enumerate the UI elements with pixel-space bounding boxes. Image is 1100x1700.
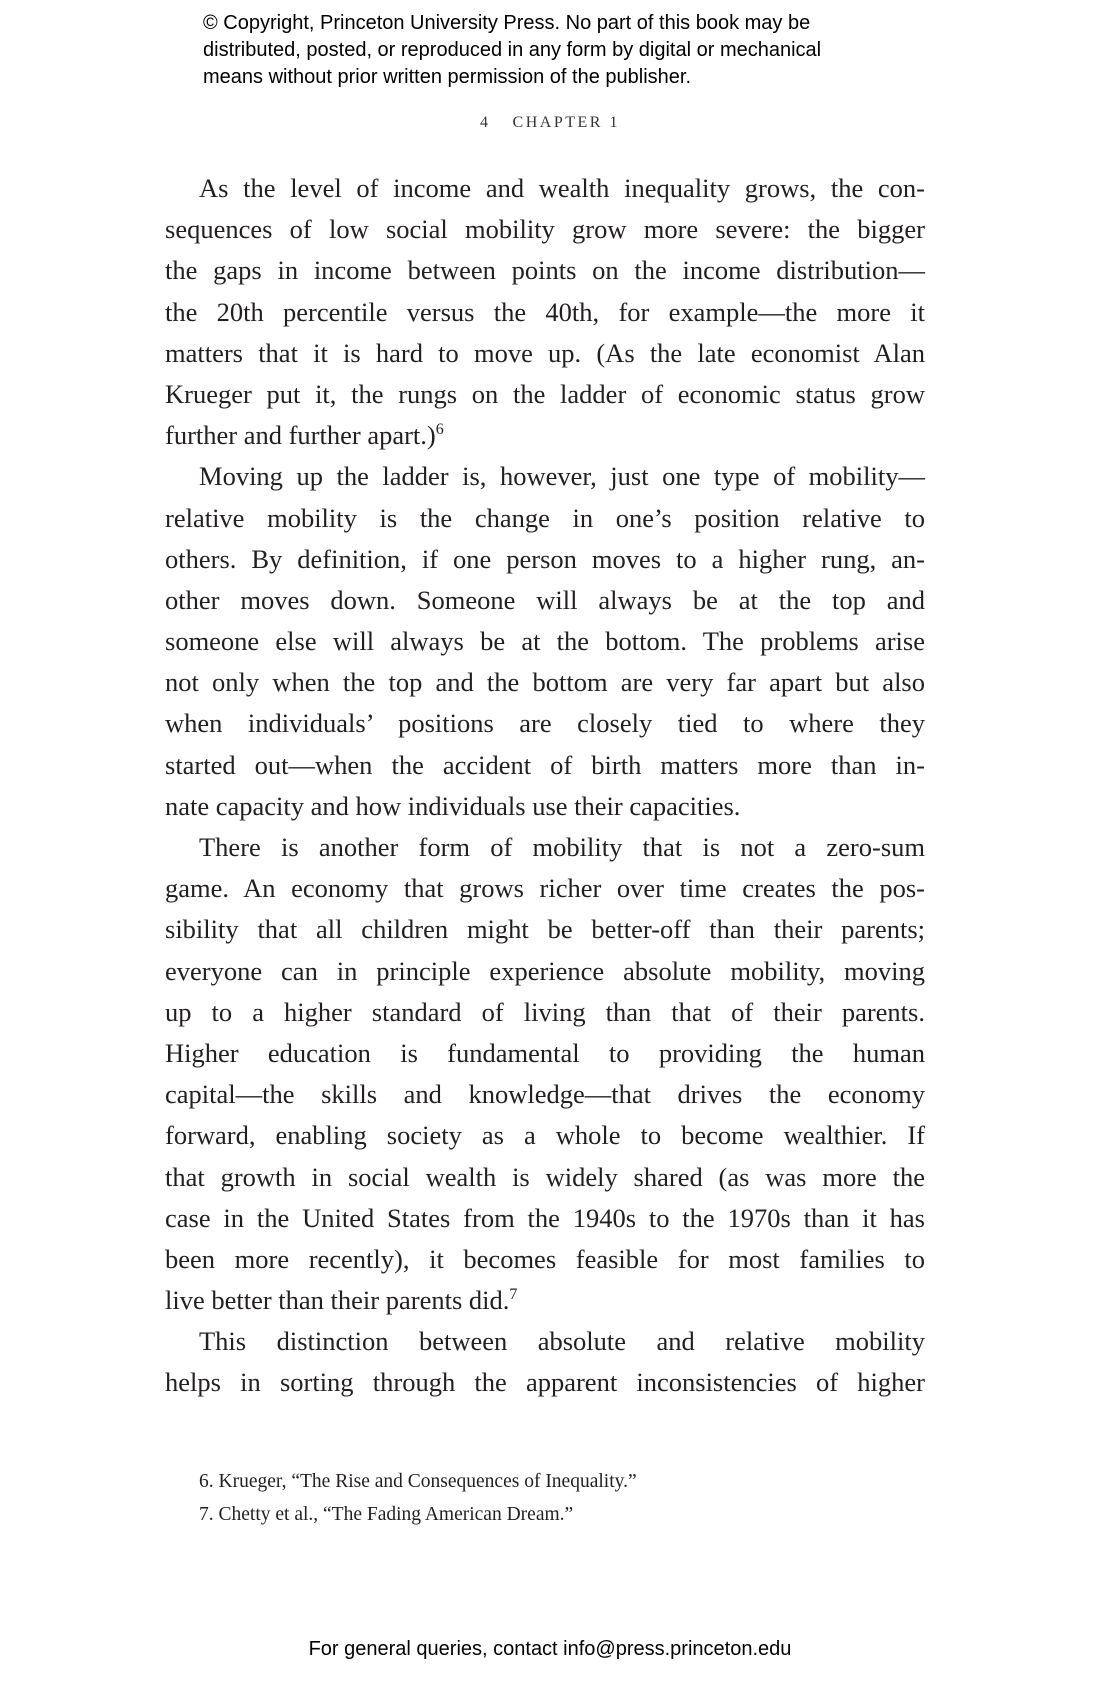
- paragraph-line: There is another form of mobility that is not a zero-sum: [199, 832, 925, 862]
- footnote-7: 7. Chetty et al., “The Fading American Dream.”: [199, 1504, 574, 1525]
- paragraph-line: everyone can in principle experience absolute mobility, moving: [165, 955, 925, 986]
- paragraph-line: [165, 1280, 925, 1321]
- line-text: further and further apart.): [165, 420, 436, 451]
- paragraph-line: game. An economy that grows richer over time creates the pos-: [165, 873, 925, 904]
- footnotes: [199, 1465, 637, 1531]
- running-head: [0, 114, 1100, 132]
- copyright-line: means without prior written permission of the publisher.: [203, 66, 692, 88]
- copyright-line: distributed, posted, or reproduced in any form by digital or mechanical: [203, 39, 822, 61]
- paragraph-line: up to a higher standard of living than that of their parents.: [165, 996, 925, 1027]
- paragraph-line: nate capacity and how individuals use their capacities.: [165, 790, 741, 821]
- paragraph-line: matters that it is hard to move up. (As the late economist Alan: [165, 337, 925, 368]
- paragraph-line: someone else will always be at the bottom. The problems arise: [165, 626, 925, 657]
- paragraph-line: sequences of low social mobility grow more severe: the bigger: [165, 214, 925, 245]
- paragraph-line: other moves down. Someone will always be at the top and: [165, 584, 925, 615]
- paragraph-line: Moving up the ladder is, however, just one type of mobility—: [199, 461, 925, 492]
- line-text: live better than their parents did.: [165, 1285, 510, 1316]
- footer-contact: For general queries, contact info@press.princeton.edu: [308, 1638, 792, 1660]
- footnote-ref[interactable]: 6: [435, 421, 444, 439]
- copyright-line: © Copyright, Princeton University Press. No part of this book may be: [203, 12, 811, 34]
- paragraph-line: the gaps in income between points on the income distribution—: [165, 255, 925, 286]
- paragraph-line: not only when the top and the bottom are very far apart but also: [165, 667, 925, 698]
- footnote-ref[interactable]: 7: [509, 1286, 518, 1304]
- paragraph-line: Krueger put it, the rungs on the ladder of economic status grow: [165, 378, 925, 409]
- paragraph-line: As the level of income and wealth inequality grows, the con-: [199, 173, 925, 203]
- page-number: 4: [480, 114, 491, 131]
- copyright-notice: [203, 10, 923, 91]
- paragraph-line: capital—the skills and knowledge—that drives the economy: [165, 1079, 925, 1110]
- paragraph-line: been more recently), it becomes feasible for most families to: [165, 1243, 925, 1274]
- paragraph-line: others. By definition, if one person moves to a higher rung, an-: [165, 543, 925, 574]
- paragraph-line: This distinction between absolute and relative mobility: [199, 1326, 925, 1357]
- paragraph-line: sibility that all children might be better-off than their parents;: [165, 914, 925, 945]
- paragraph-line: started out—when the accident of birth matters more than in-: [165, 749, 925, 780]
- paragraph-line: relative mobility is the change in one’s position relative to: [165, 502, 925, 533]
- paragraph-line: [165, 415, 925, 456]
- paragraph-line: when individuals’ positions are closely tied to where they: [165, 708, 925, 739]
- body-text: [165, 168, 925, 1404]
- paragraph-line: forward, enabling society as a whole to become wealthier. If: [165, 1120, 925, 1151]
- paragraph-line: that growth in social wealth is widely shared (as was more the: [165, 1161, 925, 1192]
- chapter-label: CHAPTER 1: [512, 114, 620, 131]
- paragraph-line: case in the United States from the 1940s to the 1970s than it has: [165, 1202, 925, 1233]
- paragraph-line: helps in sorting through the apparent inconsistencies of higher: [165, 1367, 925, 1398]
- footnote-6: 6. Krueger, “The Rise and Consequences of Inequality.”: [199, 1471, 637, 1492]
- paragraph-line: Higher education is fundamental to providing the human: [165, 1037, 925, 1068]
- paragraph-line: the 20th percentile versus the 40th, for example—the more it: [165, 296, 925, 327]
